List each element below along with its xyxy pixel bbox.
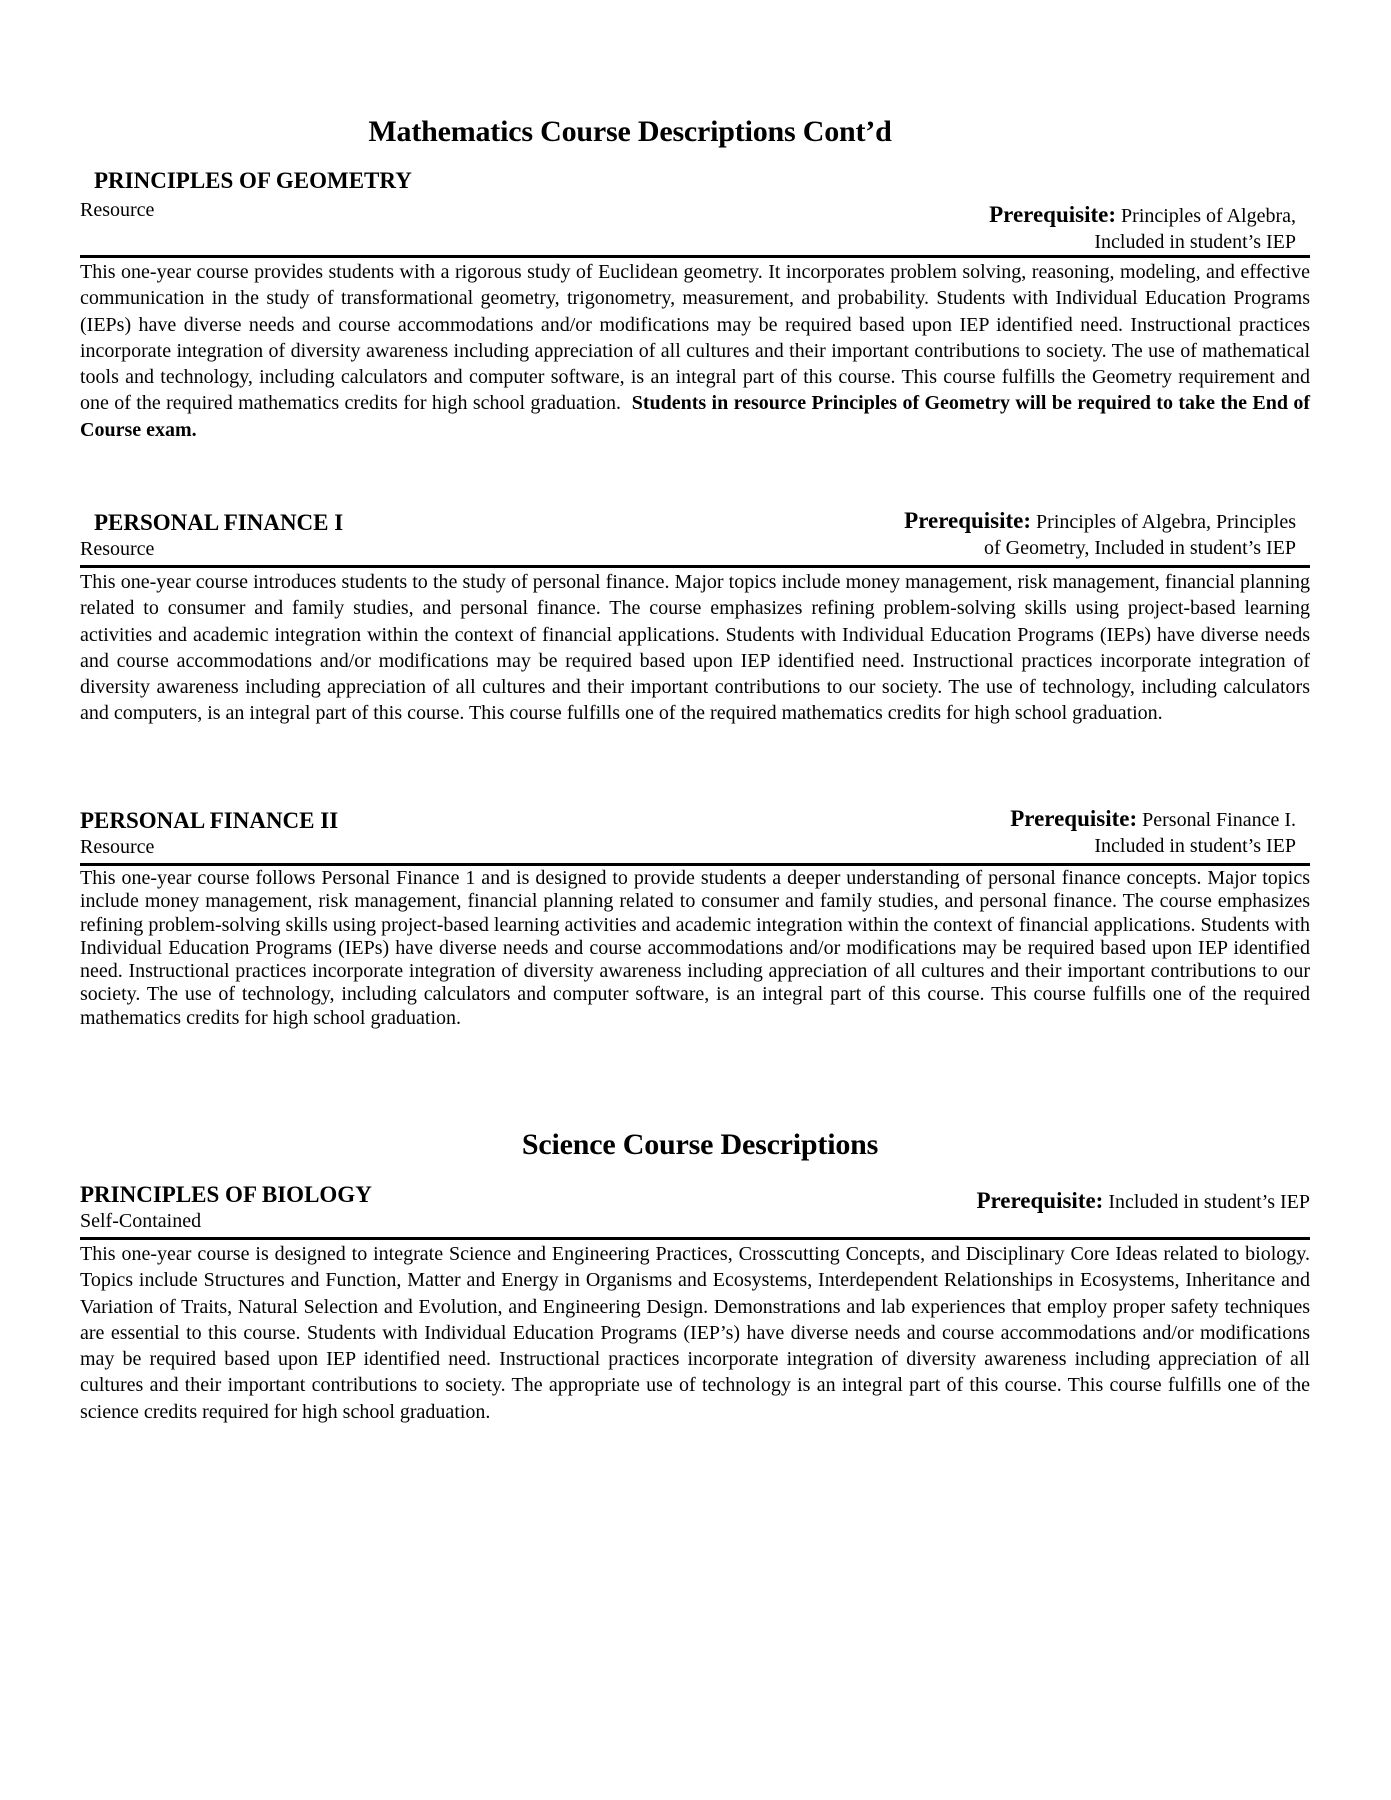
description-bold-note: Students in resource Principles of Geometry will be required to take the End of Course exam. <box>80 392 1311 441</box>
course-type: Self-Contained <box>80 1210 202 1232</box>
prerequisite-value: Principles of Algebra, Principles <box>1036 511 1296 533</box>
prerequisite-label: Prerequisite: <box>1010 806 1138 831</box>
prerequisite <box>976 1188 1310 1215</box>
prerequisite <box>989 202 1296 255</box>
divider-rule <box>80 255 1310 258</box>
course-type: Resource <box>80 199 155 221</box>
prerequisite <box>1010 806 1296 859</box>
course-description: This one-year course follows Personal Finance 1 and is designed to provide students a deeper understanding of personal finance concepts. Major topics include money management, risk management, financial planning related to consumer and family studies, and personal finance. The course emphasizes refining problem-solving skills using project-based learning activities and academic integration within the context of financial applications. Students with Individual Education Programs (IEPs) have diverse needs and course accommodations and/or modifications may be required based upon IEP identified need. Instructional practices incorporate integration of diversity awareness including appreciation of all cultures and their important contributions to our society. The use of technology, including calculators and computer software, is an integral part of this course. This course fulfills one of the required mathematics credits for high school graduation. <box>80 867 1310 1029</box>
prerequisite-value-line2: Included in student’s IEP <box>1094 231 1296 253</box>
prerequisite-value-line2: of Geometry, Included in student’s IEP <box>984 537 1296 559</box>
course-name: PERSONAL FINANCE I <box>94 510 344 535</box>
prerequisite-label: Prerequisite: <box>976 1188 1104 1213</box>
section-title-mathematics: Mathematics Course Descriptions Cont’d <box>368 115 892 148</box>
prerequisite-value: Principles of Algebra, <box>1121 205 1296 227</box>
divider-rule <box>80 1237 1310 1240</box>
course-type: Resource <box>80 836 155 858</box>
prerequisite-value: Personal Finance I. <box>1142 809 1296 831</box>
prerequisite-value: Included in student’s IEP <box>1108 1191 1310 1213</box>
course-principles-of-geometry <box>80 168 1310 468</box>
course-description <box>80 259 1310 443</box>
prerequisite-value-line2: Included in student’s IEP <box>1094 835 1296 857</box>
divider-rule <box>80 565 1310 568</box>
divider-rule <box>80 863 1310 866</box>
description-text: This one-year course provides students with a rigorous study of Euclidean geometry. It incorporates problem solving, reasoning, modeling, and effective communication in the study of transformational geometry, trigonometry, measurement, and probability. Students with Individual Education Programs (IEPs) have diverse needs and course accommodations and/or modifications may be required based upon IEP identified need. Instructional practices incorporate integration of diversity awareness including appreciation of all cultures and their important contributions to society. The use of mathematical tools and technology, including calculators and computer software, is an integral part of this course. This course fulfills the Geometry requirement and one of the required mathematics credits for high school graduation. <box>80 261 1310 415</box>
course-name: PERSONAL FINANCE II <box>80 808 339 833</box>
course-description: This one-year course is designed to integrate Science and Engineering Practices, Crosscutting Concepts, and Disciplinary Core Ideas related to biology. Topics include Structures and Function, Matter and Energy in Organisms and Ecosystems, Interdependent Relationships in Ecosystems, Inheritance and Variation of Traits, Natural Selection and Evolution, and Engineering Design. Demonstrations and lab experiences that employ proper safety techniques are essential to this course. Students with Individual Education Programs (IEP’s) have diverse needs and course accommodations and/or modifications may be required based upon IEP identified need. Instructional practices incorporate integration of diversity awareness including appreciation of all cultures and their important contributions to society. The appropriate use of technology is an integral part of this course. This course fulfills one of the science credits required for high school graduation. <box>80 1243 1310 1423</box>
prerequisite-label: Prerequisite: <box>989 202 1117 227</box>
course-name: PRINCIPLES OF GEOMETRY <box>94 168 412 193</box>
course-type: Resource <box>80 538 155 560</box>
course-name: PRINCIPLES OF BIOLOGY <box>80 1182 372 1207</box>
course-personal-finance-1 <box>80 510 1310 770</box>
course-description: This one-year course introduces students to the study of personal finance. Major topics include money management, risk management, financial planning related to consumer and family studies, and personal finance. The course emphasizes refining problem-solving skills using project-based learning activities and academic integration within the context of financial applications. Students with Individual Education Programs (IEPs) have diverse needs and course accommodations and/or modifications may be required based upon IEP identified need. Instructional practices incorporate integration of diversity awareness including appreciation of all cultures and their important contributions to our society. The use of technology, including calculators and computers, is an integral part of this course. This course fulfills one of the required mathematics credits for high school graduation. <box>80 571 1310 725</box>
course-principles-of-biology <box>80 1182 1310 1482</box>
prerequisite-label: Prerequisite: <box>904 508 1032 533</box>
section-title-science: Science Course Descriptions <box>521 1128 879 1161</box>
course-personal-finance-2 <box>80 808 1310 1078</box>
prerequisite <box>904 508 1296 561</box>
